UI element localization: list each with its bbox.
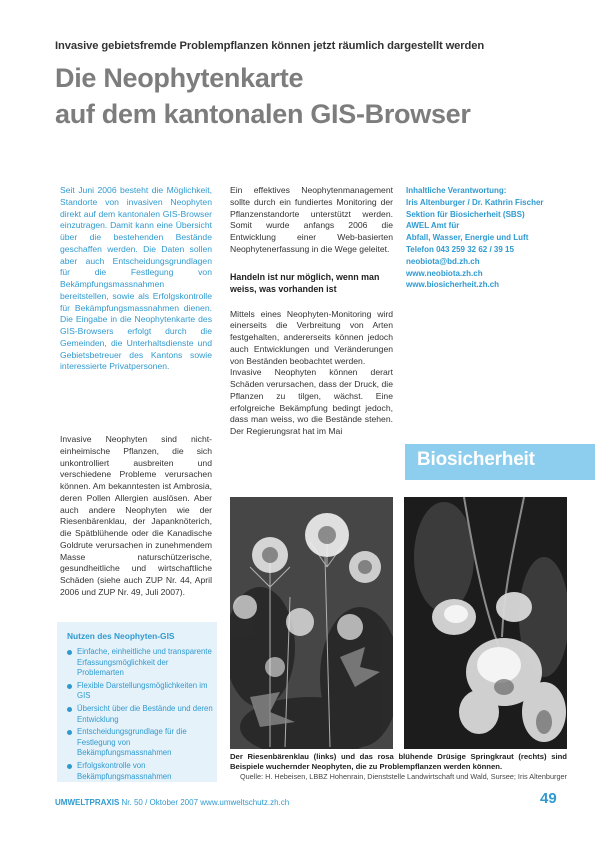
list-item-text: Einfache, einheitliche und transparente Erfassungsmöglichkeit der Problemarten: [77, 647, 212, 678]
page-number: 49: [540, 790, 557, 807]
body-col2-paragraph-1: Ein effektives Neophytenmanagement sollte durch ein fundiertes Monitoring der Pflanzenstandorte unterstützt werden. Somit wurde anfangs 2006 die Entwicklung einer Web-basierten Neophytenerfassung in die Wege geleitet.: [230, 185, 393, 254]
kicker-line: Invasive gebietsfremde Problempflanzen können jetzt räumlich dargestellt werden: [55, 40, 485, 52]
list-item-text: Erfolgskontrolle von Bekämpfungsmassnahmen: [77, 760, 172, 781]
contact-heading: Inhaltliche Verantwortung:: [406, 186, 507, 195]
section-tab-label: Biosicherheit: [417, 449, 535, 470]
photo-source: Quelle: H. Hebeisen, LBBZ Hohenrain, Dienststelle Landwirtschaft und Wald, Sursee; Iris Altenburger: [239, 772, 567, 781]
bullet-icon: [67, 650, 72, 655]
section-tab: [405, 444, 595, 480]
contact-email[interactable]: neobiota@bd.zh.ch: [406, 256, 480, 266]
benefits-box-title: Nutzen des Neophyten-GIS: [67, 631, 175, 641]
contact-office-2: Abfall, Wasser, Energie und Luft: [406, 233, 529, 243]
title-line-1: Die Neophytenkarte: [55, 63, 304, 93]
footer: [55, 798, 289, 807]
photo-caption: Der Riesenbärenklau (links) und das rosa blühende Drüsige Springkraut (rechts) sind Beispiele wuchernder Neophyten, die zu Problempflanzen werden können.: [230, 752, 567, 771]
bullet-icon: [67, 730, 72, 735]
footer-issue: Nr. 50 / Oktober 2007: [121, 798, 199, 807]
benefits-list: [67, 647, 215, 784]
contact-section: Sektion für Biosicherheit (SBS): [406, 209, 525, 219]
lead-paragraph: Seit Juni 2006 besteht die Möglichkeit, Standorte von invasiven Neophyten direkt auf dem kantonalen GIS-Browser einzutragen. Damit kann eine Übersicht über die bestehenden Bestände geschaffen werden. Die Daten sollen aber auch Entscheidungsgrundlagen für die Festlegung von Bekämpfungsmassnahmen bereitstellen, sowie als Erfolgskontrolle für Bekämpfungsmassnahmen dienen. Die Eingabe in die Neophytenkarte des GIS-Browsers erfolgt durch die Gemeinden, die Unterhaltsdienste und Gebietsbetreuer des Kantons sowie interessierte Privatpersonen.: [60, 185, 212, 372]
contact-phone: Telefon 043 259 32 62 / 39 15: [406, 244, 514, 254]
list-item: [67, 761, 215, 782]
list-item-text: Übersicht über die Bestände und deren Entwicklung: [77, 703, 213, 724]
list-item-text: Entscheidungsgrundlage für die Festlegung von Bekämpfungsmassnahmen: [77, 727, 187, 758]
contact-office-1: AWEL Amt für: [406, 221, 460, 231]
list-item-text: Flexible Darstellungsmöglichkeiten im GIS: [77, 680, 208, 701]
section-heading: Handeln ist nur möglich, wenn man weiss, was vorhanden ist: [230, 271, 380, 294]
contact-web-1[interactable]: www.neobiota.zh.ch: [406, 268, 483, 278]
balsam-photo: [404, 497, 567, 749]
contact-web-2[interactable]: www.biosicherheit.zh.ch: [406, 280, 500, 290]
bullet-icon: [67, 764, 72, 769]
contact-block: [406, 185, 571, 291]
benefits-box: [57, 622, 217, 782]
bullet-icon: [67, 684, 72, 689]
list-item: [67, 647, 215, 679]
contact-names: Iris Altenburger / Dr. Kathrin Fischer: [406, 197, 544, 207]
footer-brand: UMWELTPRAXIS: [55, 798, 120, 807]
hogweed-photo: [230, 497, 393, 749]
title-line-2: auf dem kantonalen GIS-Browser: [55, 99, 471, 129]
list-item: [67, 704, 215, 725]
body-column-1: Invasive Neophyten sind nicht-einheimische Pflanzen, die sich unkontrolliert ausbreiten und verschiedene Probleme verursachen können. Am bekanntesten ist Ambrosia, deren Pollen Allergien auslösen. Aber auch andere Neophyten wie der Riesenbärenklau, der Japanknöterich, die Spätblühende oder die Kanadische Goldrute verursachen in zunehmendem Masse naturschützerische, gesundheitliche und wirtschaftliche Schäden (siehe auch ZUP Nr. 44, April 2006 und ZUP Nr. 49, Juli 2007).: [60, 434, 212, 597]
body-column-2: [230, 185, 393, 438]
list-item: [67, 681, 215, 702]
bullet-icon: [67, 707, 72, 712]
list-item: [67, 727, 215, 759]
page-title: [55, 60, 575, 132]
body-col2-paragraph-3: Invasive Neophyten können derart Schäden verursachen, dass der Druck, die Pflanzen zu tilgen, wächst. Eine erfolgreiche Bekämpfung bedingt jedoch, dass man weiss, wo die Bestände stehen. Der Regierungsrat hat im Mai: [230, 367, 393, 436]
footer-url[interactable]: www.umweltschutz.zh.ch: [200, 798, 290, 807]
body-col2-paragraph-2: Mittels eines Neophyten-Monitoring wird einerseits die Verbreitung von Arten festgehalten, andererseits können jedoch auch Entwicklungen und Veränderungen von Beständen beobachtet werden.: [230, 308, 393, 366]
